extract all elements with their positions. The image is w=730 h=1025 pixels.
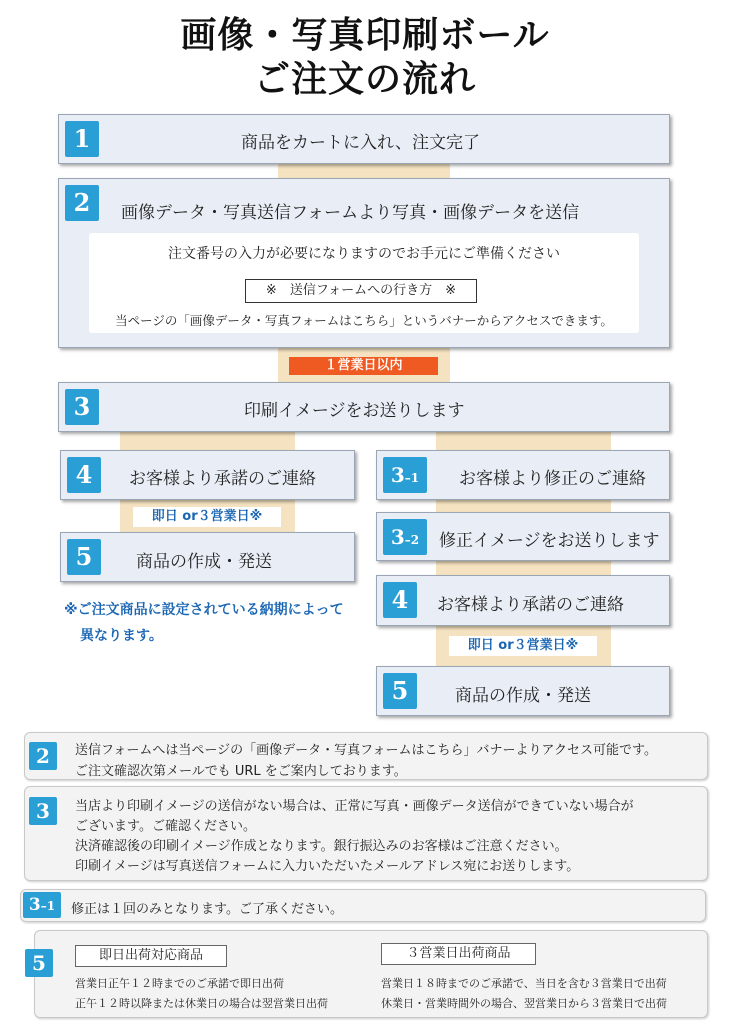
same-day-shipping-line: 営業日正午１２時までのご承諾で即日出荷 [75, 977, 284, 990]
connector-r32-r4 [436, 561, 611, 575]
note-3-1-panel [20, 889, 706, 922]
same-day-shipping-line: 正午１２時以降または休業日の場合は翌営業日出荷 [75, 997, 328, 1010]
step-2-label: 画像データ・写真送信フォームより写真・画像データを送信 [121, 203, 580, 223]
left-step-5-box [60, 532, 355, 582]
page-title: 画像・写真印刷ボール [180, 15, 550, 56]
note-3-panel [24, 786, 708, 881]
step-number-badge [383, 519, 427, 555]
step-sub-number: –2 [404, 533, 420, 547]
step-number-badge [383, 457, 427, 493]
step-number-badge: 2 [65, 185, 99, 221]
business-day-badge: １営業日以内 [289, 357, 438, 375]
right-step-3-1-box [376, 450, 670, 500]
same-day-shipping-tag: 即日出荷対応商品 [75, 945, 227, 967]
step-number-badge: 1 [65, 121, 99, 157]
note-3-line: ございます。ご確認ください。 [75, 819, 256, 834]
step-number-badge: 2 [29, 742, 57, 770]
form-access-note: 当ページの「画像データ・写真フォームはこちら」というバナーからアクセスできます。 [115, 313, 613, 328]
step-number-badge [23, 892, 61, 918]
note-2-line: 送信フォームへは当ページの「画像データ・写真フォームはこちら」バナーよりアクセス可能です。 [75, 743, 658, 758]
note-3-line: 印刷イメージは写真送信フォームに入力いただいたメールアドレス宛にお送りします。 [75, 859, 580, 874]
page-subtitle: ご注文の流れ [253, 59, 476, 100]
step-number: 3 [390, 525, 405, 549]
right-step-3-2-box [376, 512, 670, 561]
step-number-badge: 5 [67, 539, 101, 575]
step-number: 3 [28, 895, 41, 915]
three-day-shipping-line: 営業日１８時までのご承諾で、当日を含む３営業日で出荷 [381, 977, 667, 990]
step-number-badge: 4 [383, 582, 417, 618]
note-2-line: ご注文確認次第メールでも URL をご案内しております。 [75, 764, 407, 779]
left-step-4-box [60, 450, 355, 500]
step-number-badge: 5 [383, 673, 417, 709]
connector-r31-r32 [436, 500, 611, 512]
right-step-4-label: お客様より承諾のご連絡 [437, 595, 624, 615]
left-step-4-label: お客様より承諾のご連絡 [129, 469, 316, 489]
connector-3-left [120, 432, 295, 450]
step-number-badge: 5 [25, 949, 53, 977]
step-3-label: 印刷イメージをお送りします [244, 401, 465, 421]
step-2-box [58, 178, 670, 348]
step-1-box [58, 114, 670, 164]
right-step-5-box [376, 666, 670, 716]
form-access-link[interactable]: ※ 送信フォームへの行き方 ※ [245, 279, 477, 303]
left-timing-badge: 即日 or３営業日※ [133, 507, 281, 527]
three-day-shipping-tag: ３営業日出荷商品 [381, 943, 536, 965]
right-step-3-1-label: お客様より修正のご連絡 [459, 469, 646, 489]
note-3-line: 決済確認後の印刷イメージ作成となります。銀行振込みのお客様はご注意ください。 [75, 839, 568, 854]
note-2-panel [24, 732, 708, 780]
step-number-badge: 4 [67, 457, 101, 493]
step-1-label: 商品をカートに入れ、注文完了 [241, 133, 481, 153]
connector-1-2 [278, 164, 450, 178]
right-step-4-box [376, 575, 670, 626]
step-number: 3 [390, 463, 405, 487]
step-number-badge: 3 [65, 389, 99, 425]
step-3-box [58, 382, 670, 432]
right-step-3-2-label: 修正イメージをお送りします [439, 531, 660, 551]
order-number-note-panel [89, 233, 639, 333]
note-3-line: 当店より印刷イメージの送信がない場合は、正常に写真・画像データ送信ができていない場合が [75, 799, 634, 814]
left-step-5-label: 商品の作成・発送 [136, 552, 272, 572]
delivery-note-line2: 異なります。 [80, 628, 163, 644]
delivery-note-line1: ※ご注文商品に設定されている納期によって [64, 602, 344, 618]
right-step-5-label: 商品の作成・発送 [455, 686, 591, 706]
step-number-badge: 3 [29, 797, 57, 825]
order-number-note: 注文番号の入力が必要になりますのでお手元にご準備ください [168, 246, 560, 262]
right-timing-badge: 即日 or３営業日※ [449, 636, 597, 656]
connector-3-right [436, 432, 611, 450]
three-day-shipping-line: 休業日・営業時間外の場合、翌営業日から３営業日で出荷 [381, 997, 667, 1010]
note-3-1-line: 修正は１回のみとなります。ご了承ください。 [71, 902, 343, 917]
step-sub-number: –1 [40, 899, 56, 913]
note-5-panel [34, 930, 708, 1018]
step-sub-number: –1 [404, 471, 420, 485]
